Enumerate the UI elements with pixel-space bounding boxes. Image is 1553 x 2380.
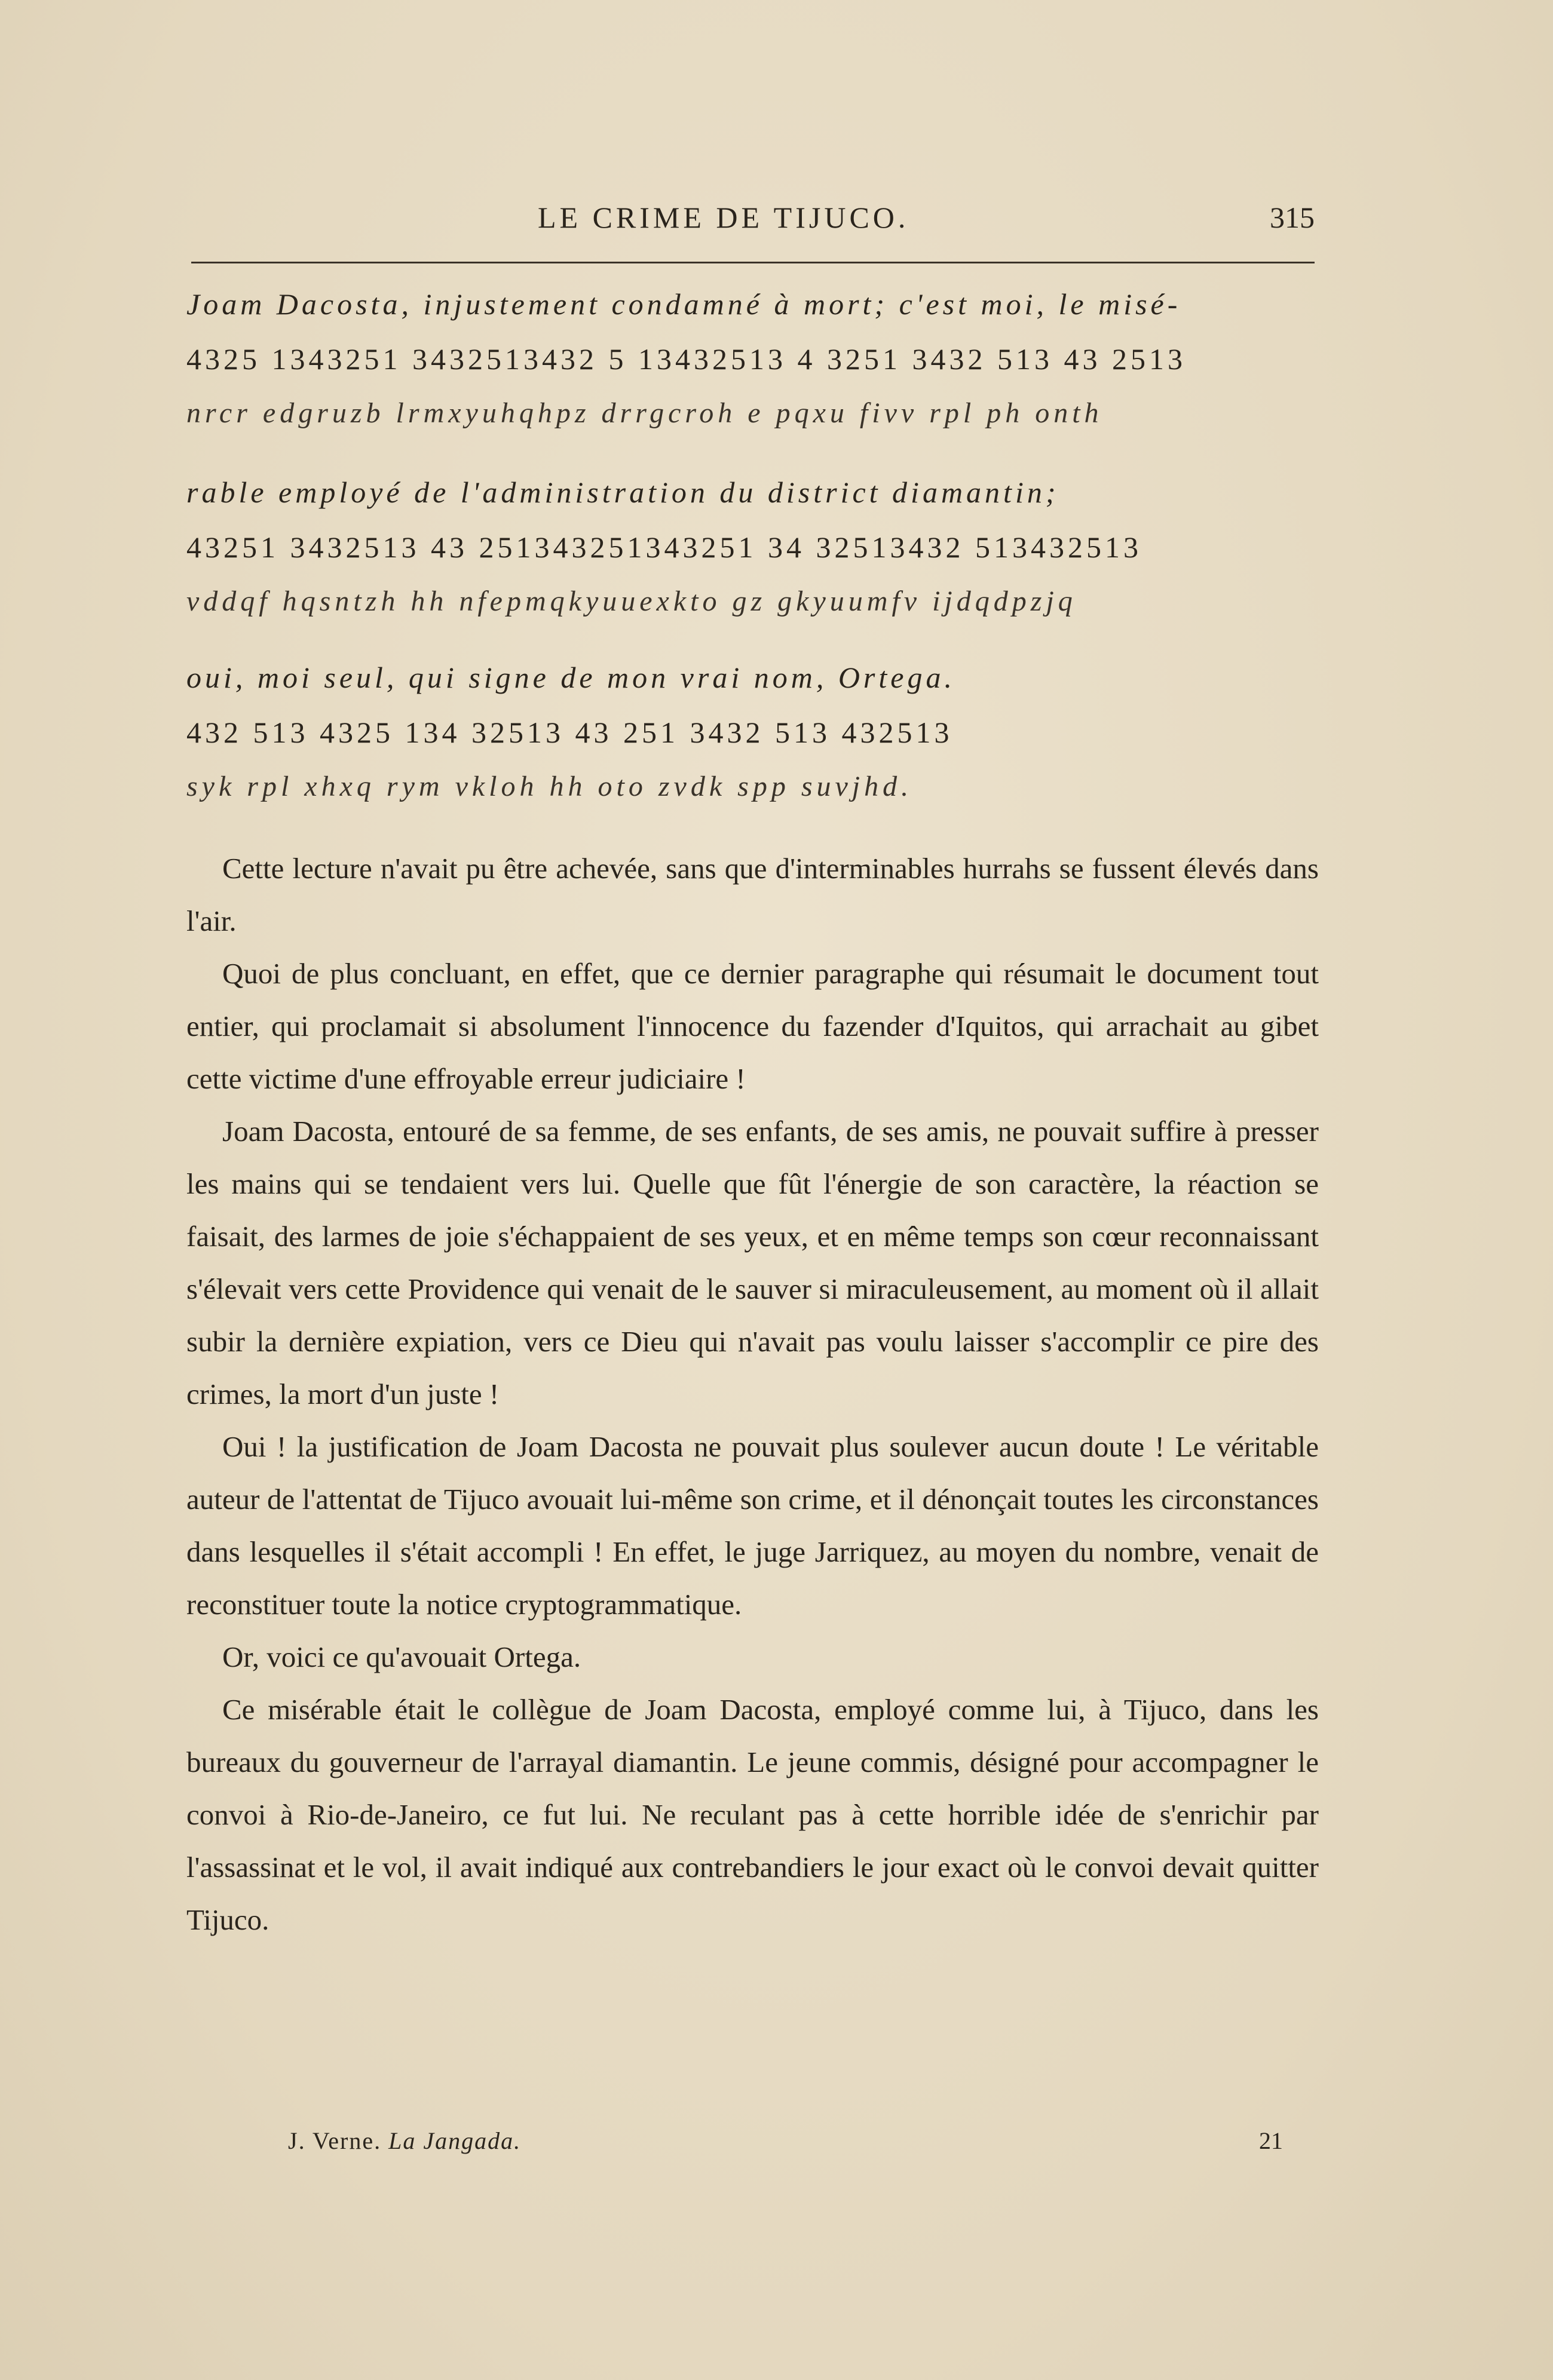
cipher-plaintext: Joam Dacosta, injustement condamné à mort; c'est moi, le misé- (186, 287, 1181, 321)
page-footer (186, 2127, 1319, 2169)
cipher-plaintext: oui, moi seul, qui signe de mon vrai nom, Ortega. (186, 661, 955, 694)
header-rule (191, 262, 1315, 263)
cipher-block-2 (186, 475, 1322, 640)
cipher-number-key: 432 513 4325 134 32513 43 251 3432 513 432513 (186, 716, 953, 749)
paragraph: Oui ! la justification de Joam Dacosta ne pouvait plus soulever aucun doute ! Le véritable auteur de l'attentat de Tijuco avouait lui-même son crime, et il dénonçait toutes les circonstances dans lesquelles il s'était accompli ! En effet, le juge Jarriquez, au moyen du nombre, venait de reconstituer toute la notice cryptogrammatique. (186, 1430, 1319, 1621)
cipher-code: vddqf hqsntzh hh nfepmqkyuuexkto gz gkyuumfv ijdqdpzjq (186, 585, 1077, 617)
paragraph: Cette lecture n'avait pu être achevée, sans que d'interminables hurrahs se fussent élevés dans l'air. (186, 852, 1319, 937)
paragraph: Or, voici ce qu'avouait Ortega. (222, 1640, 581, 1673)
footer-title: La Jangada. (388, 2127, 522, 2154)
cipher-number-key: 43251 3432513 43 251343251343251 34 32513432 513432513 (186, 530, 1142, 564)
paragraph: Quoi de plus concluant, en effet, que ce dernier paragraphe qui résumait le document tout entier, qui proclamait si absolument l'innocence du fazender d'Iquitos, qui arrachait au gibet cette victime d'une effroyable erreur judiciaire ! (186, 957, 1319, 1095)
footer-signature-mark: 21 (1259, 2127, 1283, 2154)
body-text (186, 842, 1319, 1946)
cipher-plaintext: rable employé de l'administration du district diamantin; (186, 476, 1059, 509)
footer-author: J. Verne. (288, 2127, 382, 2154)
page-header (191, 200, 1315, 248)
cipher-code: syk rpl xhxq rym vkloh hh oto zvdk spp suvjhd. (186, 771, 913, 802)
paragraph: Joam Dacosta, entouré de sa femme, de ses enfants, de ses amis, ne pouvait suffire à presser les mains qui se tendaient vers lui. Quelle que fût l'énergie de son caractère, la réaction se faisait, des larmes de joie s'échappaient de ses yeux, et en même temps son cœur reconnaissant s'élevait vers cette Providence qui venait de le sauver si miraculeusement, au moment où il allait subir la dernière expiation, vers ce Dieu qui n'avait pas voulu laisser s'accomplir ce pire des crimes, la mort d'un juste ! (186, 1115, 1319, 1410)
cipher-code: nrcr edgruzb lrmxyuhqhpz drrgcroh e pqxu fivv rpl ph onth (186, 397, 1103, 429)
cipher-block-3 (186, 660, 1322, 825)
cipher-block-1 (186, 287, 1322, 452)
paragraph: Ce misérable était le collègue de Joam Dacosta, employé comme lui, à Tijuco, dans les bureaux du gouverneur de l'arrayal diamantin. Le jeune commis, désigné pour accompagner le convoi à Rio-de-Janeiro, ce fut lui. Ne reculant pas à cette horrible idée de s'enrichir par l'assassinat et le vol, il avait indiqué aux contrebandiers le jour exact où le convoi devait quitter Tijuco. (186, 1693, 1319, 1936)
cipher-number-key: 4325 1343251 3432513432 5 13432513 4 3251 3432 513 43 2513 (186, 342, 1186, 376)
footer-author-line (288, 2127, 521, 2155)
running-title: LE CRIME DE TIJUCO. (538, 201, 909, 234)
page-number: 315 (1270, 201, 1315, 234)
